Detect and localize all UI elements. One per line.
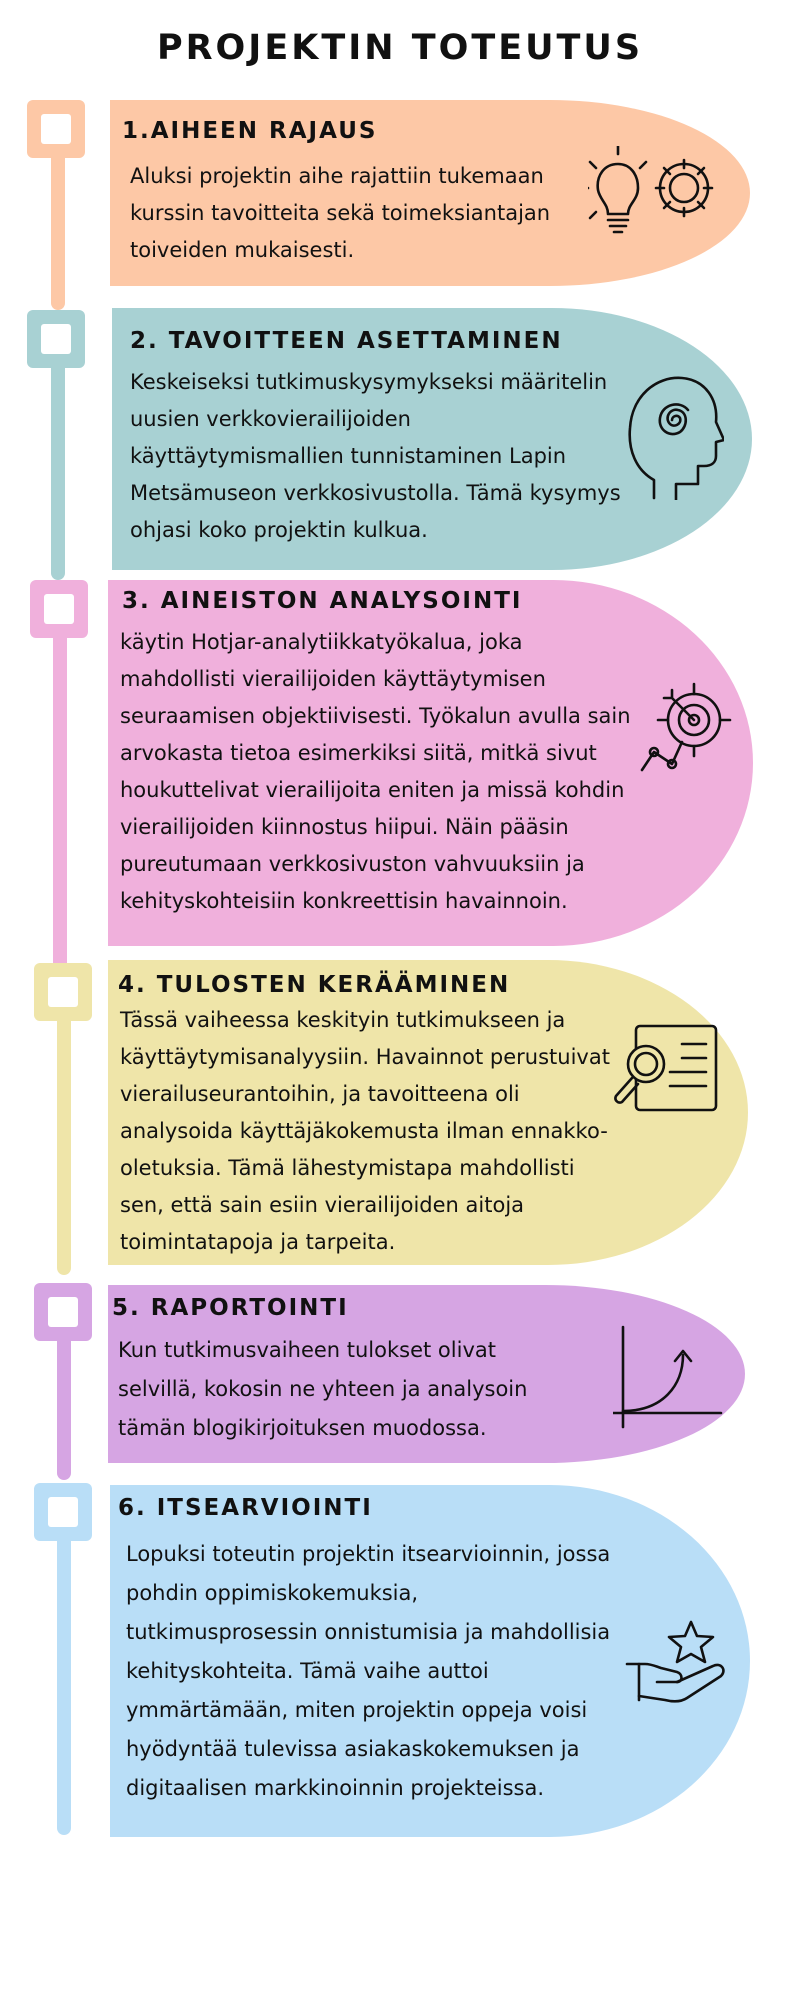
- step-3-line: mahdollisti vierailijoiden käyttäytymisen: [120, 667, 546, 691]
- step-3-line: seuraamisen objektiivisesti. Työkalun avulla sain: [120, 704, 631, 728]
- step-1-card: [110, 100, 750, 286]
- step-4-line: Tässä vaiheessa keskityin tutkimukseen ja: [120, 1008, 566, 1032]
- step-2-line: käyttäytymismallien tunnistaminen Lapin: [130, 444, 567, 468]
- step-3-card: [108, 580, 753, 946]
- step-1-line: kurssin tavoitteita sekä toimeksiantajan: [130, 201, 551, 225]
- step-6-line: kehityskohteita. Tämä vaihe auttoi: [126, 1659, 489, 1683]
- document-search-icon: [610, 1024, 720, 1114]
- step-6-card: [110, 1485, 750, 1837]
- step-4-line: käyttäytymisanalyysiin. Havainnot perustuivat: [120, 1045, 610, 1069]
- step-5-card: [108, 1285, 745, 1463]
- step-6-line: pohdin oppimiskokemuksia,: [126, 1581, 419, 1605]
- step-5-line: Kun tutkimusvaiheen tulokset olivat: [118, 1338, 496, 1362]
- step-6-line: digitaalisen markkinoinnin projekteissa.: [126, 1776, 545, 1800]
- step-3-line: kehityskohteisiin konkreettisin havainnoin.: [120, 889, 568, 913]
- step-2-card: [112, 308, 752, 570]
- step-2-marker: [27, 310, 85, 368]
- step-5-line: selvillä, kokosin ne yhteen ja analysoin: [118, 1377, 528, 1401]
- step-4-line: oletuksia. Tämä lähestymistapa mahdollisti: [120, 1156, 575, 1180]
- step-4-line: analysoida käyttäjäkokemusta ilman ennakko-: [120, 1119, 608, 1143]
- lightbulb-gear-icon: [588, 146, 738, 246]
- step-4-line: vierailuseurantoihin, ja tavoitteena oli: [120, 1082, 520, 1106]
- step-4-title: 4. TULOSTEN KERÄÄMINEN: [118, 972, 511, 998]
- step-4-marker: [34, 963, 92, 1021]
- step-4-text: [120, 1002, 610, 1261]
- target-icon: [638, 680, 738, 780]
- step-2-line: Keskeiseksi tutkimuskysymykseksi määritelin: [130, 370, 608, 394]
- step-5-marker: [34, 1283, 92, 1341]
- step-1-title: 1.AIHEEN RAJAUS: [122, 118, 378, 144]
- step-1-line: toiveiden mukaisesti.: [130, 238, 355, 262]
- step-2-line: uusien verkkovierailijoiden: [130, 407, 411, 431]
- step-4-line: sen, että sain esiin vierailijoiden aitoja: [120, 1193, 525, 1217]
- step-1-line: Aluksi projektin aihe rajattiin tukemaan: [130, 164, 544, 188]
- step-4-line: toimintatapoja ja tarpeita.: [120, 1230, 396, 1254]
- timeline-rail-2: [51, 335, 65, 580]
- step-3-title: 3. AINEISTON ANALYSOINTI: [122, 588, 523, 614]
- step-3-marker: [30, 580, 88, 638]
- growth-chart-icon: [613, 1325, 723, 1430]
- step-1-marker: [27, 100, 85, 158]
- step-5-title: 5. RAPORTOINTI: [112, 1295, 349, 1321]
- page-title: PROJEKTIN TOTEUTUS: [156, 28, 644, 68]
- step-3-text: [120, 624, 631, 920]
- step-6-line: hyödyntää tulevissa asiakaskokemuksen ja: [126, 1737, 580, 1761]
- step-6-text: [126, 1535, 610, 1808]
- step-6-title: 6. ITSEARVIOINTI: [118, 1495, 373, 1521]
- step-3-line: arvokasta tietoa esimerkiksi siitä, mitkä sivut: [120, 741, 597, 765]
- step-5-text: [118, 1331, 527, 1448]
- step-2-text: [130, 364, 621, 549]
- head-spiral-icon: [624, 370, 724, 500]
- step-1-text: [130, 158, 550, 269]
- timeline-rail-6: [57, 1505, 71, 1835]
- step-6-line: Lopuksi toteutin projektin itsearvioinnin, jossa: [126, 1542, 611, 1566]
- step-2-line: Metsämuseon verkkosivustolla. Tämä kysymys: [130, 481, 621, 505]
- step-5-line: tämän blogikirjoituksen muodossa.: [118, 1416, 487, 1440]
- step-2-line: ohjasi koko projektin kulkua.: [130, 518, 428, 542]
- hand-star-icon: [625, 1620, 735, 1710]
- step-6-line: ymmärtämään, miten projektin oppeja voisi: [126, 1698, 588, 1722]
- timeline-rail-4: [57, 985, 71, 1275]
- step-6-line: tutkimusprosessin onnistumisia ja mahdollisia: [126, 1620, 611, 1644]
- step-3-line: käytin Hotjar-analytiikkatyökalua, joka: [120, 630, 523, 654]
- step-3-line: houkuttelivat vierailijoita eniten ja missä kohdin: [120, 778, 625, 802]
- step-3-line: pureutumaan verkkosivuston vahvuuksiin ja: [120, 852, 585, 876]
- timeline-rail-3: [53, 600, 67, 970]
- step-3-line: vierailijoiden kiinnostus hiipui. Näin pääsin: [120, 815, 569, 839]
- step-6-marker: [34, 1483, 92, 1541]
- step-4-card: [108, 960, 748, 1265]
- step-2-title: 2. TAVOITTEEN ASETTAMINEN: [130, 328, 563, 354]
